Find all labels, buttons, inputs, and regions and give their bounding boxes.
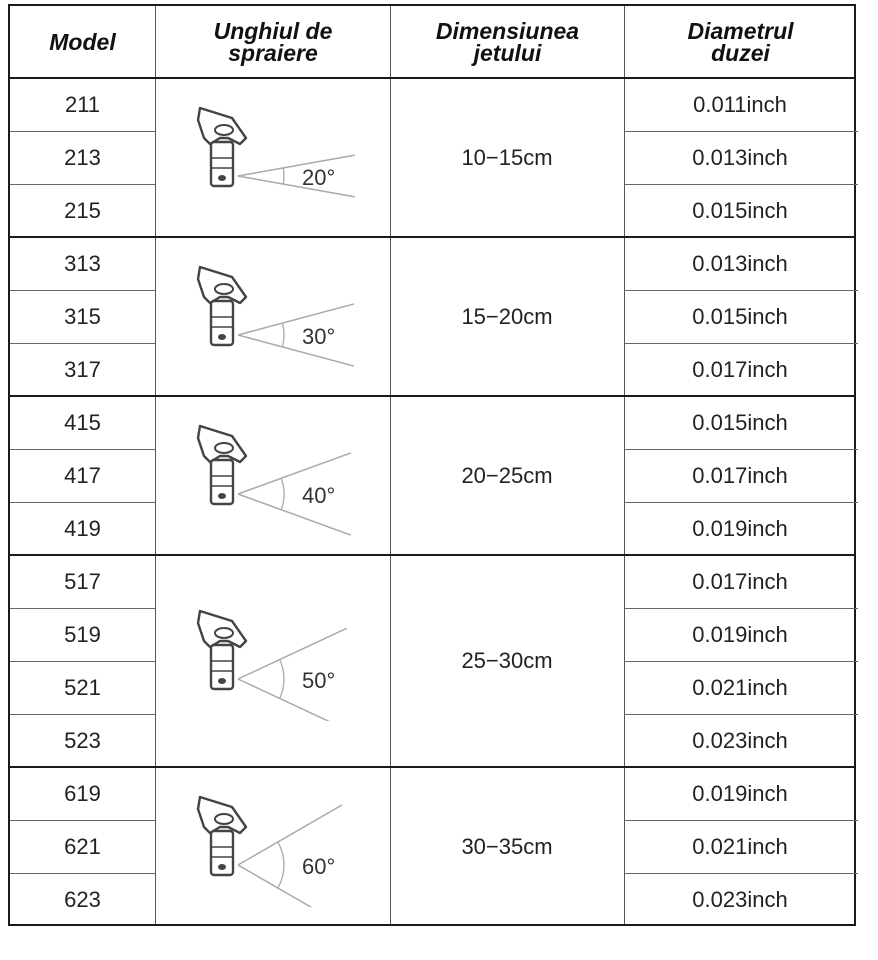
header-jet-size: Dimensiunea jetului (435, 18, 580, 66)
model-cell: 211 (64, 91, 101, 117)
spray-tip-table (8, 4, 856, 926)
spray-tip-nozzle-icon (180, 601, 370, 721)
diameter-cell: 0.013inch (692, 250, 788, 276)
spray-angle-label: 50° (302, 668, 336, 693)
diameter-cell: 0.015inch (692, 197, 788, 223)
jet-size-cell: 30−35cm (461, 833, 553, 859)
diameter-cell: 0.011inch (693, 91, 787, 117)
diameter-cell: 0.023inch (692, 727, 788, 753)
diameter-cell: 0.023inch (692, 886, 788, 912)
model-cell: 419 (64, 515, 101, 541)
model-cell: 417 (64, 462, 101, 488)
jet-size-cell: 20−25cm (461, 462, 553, 488)
diameter-cell: 0.017inch (692, 568, 788, 594)
model-cell: 415 (64, 409, 101, 435)
spray-angle-label: 20° (302, 164, 336, 190)
diameter-cell: 0.013inch (692, 144, 788, 170)
model-cell: 521 (64, 674, 101, 700)
model-cell: 313 (64, 250, 101, 276)
model-cell: 213 (64, 144, 101, 170)
diameter-cell: 0.017inch (692, 356, 788, 382)
diameter-cell: 0.021inch (692, 674, 788, 700)
diameter-cell: 0.015inch (692, 409, 788, 435)
jet-size-cell: 10−15cm (461, 144, 553, 170)
diameter-cell: 0.019inch (692, 515, 788, 541)
diameter-cell: 0.019inch (692, 780, 788, 806)
spray-tip-nozzle-icon (180, 98, 370, 218)
header-spray-angle: Unghiul de spraiere (213, 18, 333, 66)
model-cell: 519 (64, 621, 101, 647)
spray-angle-label: 40° (302, 482, 336, 508)
model-cell: 623 (64, 886, 101, 912)
header-nozzle-diameter: Diametrul duzei (687, 18, 794, 66)
column-divider (155, 6, 156, 924)
diameter-cell: 0.021inch (692, 833, 788, 859)
diameter-cell: 0.015inch (692, 303, 788, 329)
model-cell: 315 (64, 303, 101, 329)
diameter-cell: 0.017inch (692, 462, 788, 488)
model-cell: 523 (64, 727, 101, 753)
jet-size-cell: 25−30cm (461, 648, 553, 673)
spray-tip-nozzle-icon (180, 787, 370, 907)
model-cell: 517 (64, 568, 101, 594)
jet-size-cell: 15−20cm (461, 303, 553, 329)
diameter-cell: 0.019inch (692, 621, 788, 647)
spray-angle-label: 30° (302, 323, 336, 349)
header-model: Model (49, 29, 116, 55)
model-cell: 619 (64, 780, 101, 806)
model-cell: 215 (64, 197, 101, 223)
spray-angle-label: 60° (302, 853, 336, 879)
spray-tip-nozzle-icon (180, 257, 370, 377)
model-cell: 317 (64, 356, 101, 382)
model-cell: 621 (64, 833, 101, 859)
spray-tip-nozzle-icon (180, 416, 370, 536)
